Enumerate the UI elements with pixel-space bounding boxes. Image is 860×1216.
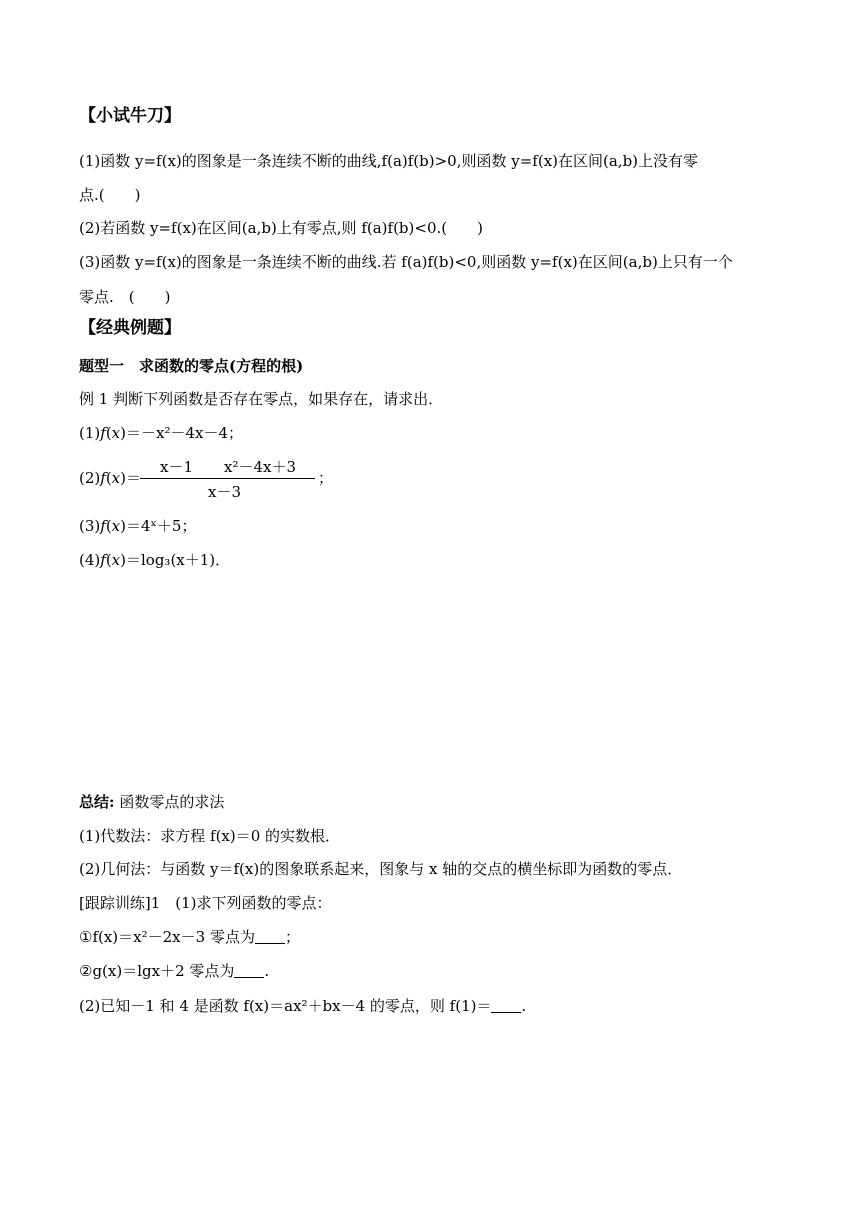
answer-blank-2[interactable] xyxy=(234,963,264,978)
practice-1-text: ①f(x)＝x²－2x－3 零点为 xyxy=(79,928,255,946)
item1-fx: f xyxy=(100,424,106,442)
summary-method-2: (2)几何法：与函数 y＝f(x)的图象联系起来，图象与 x 轴的交点的横坐标即为函数的零点． xyxy=(79,860,683,878)
item4-rest: ＝log₃(x＋1)． xyxy=(126,551,231,569)
practice-title: [跟踪训练]1 (1)求下列函数的零点： xyxy=(79,894,332,912)
example1-item2: (2)f(x)＝ xyxy=(79,469,141,487)
type1-title: 题型一 求函数的零点(方程的根) xyxy=(79,357,304,375)
heading-warmup: 【小试牛刀】 xyxy=(79,106,181,126)
fraction-bar xyxy=(140,478,315,479)
practice-3-end: . xyxy=(521,997,527,1015)
warmup-q1-line1: (1)函数 y=f(x)的图象是一条连续不断的曲线,f(a)f(b)>0,则函数 y=f(x)在区间(a,b)上没有零 xyxy=(79,152,699,170)
summary-title xyxy=(79,792,224,812)
practice-item-3 xyxy=(79,996,526,1016)
item4-prefix: (4) xyxy=(79,551,101,569)
item2-numerator-1: x－1 xyxy=(160,458,194,476)
practice-3-text: (2)已知－1 和 4 是函数 f(x)＝ax²＋bx－4 的零点，则 f(1)＝ xyxy=(79,997,492,1015)
item2-semicolon: ； xyxy=(318,469,334,487)
item1-rest: ＝－x²－4x－4； xyxy=(126,424,244,442)
warmup-q2: (2)若函数 y=f(x)在区间(a,b)上有零点,则 f(a)f(b)<0.( ) xyxy=(79,219,483,237)
example1-item1: (1)f(x)＝－x²－4x－4； xyxy=(79,424,244,442)
practice-item-1 xyxy=(79,927,300,947)
item3-rest: ＝4ˣ＋5； xyxy=(126,517,197,535)
warmup-q1-line2: 点.( ) xyxy=(79,186,141,204)
answer-blank-3[interactable] xyxy=(491,998,521,1013)
practice-2-end: . xyxy=(264,962,270,980)
item2-denominator: x－3 xyxy=(208,483,242,501)
heading-examples: 【经典例题】 xyxy=(79,318,181,338)
item2-numerator-2: x²－4x＋3 xyxy=(224,458,297,476)
answer-blank-1[interactable] xyxy=(255,929,285,944)
item2-prefix: (2) xyxy=(79,469,101,487)
item1-prefix: (1) xyxy=(79,424,101,442)
practice-item-2 xyxy=(79,961,269,981)
practice-1-end: ； xyxy=(284,928,300,946)
warmup-q3-line2: 零点. ( ) xyxy=(79,288,171,306)
summary-label: 总结: xyxy=(79,793,115,811)
practice-2-text: ②g(x)＝lgx＋2 零点为 xyxy=(79,962,235,980)
example1-intro: 例 1 判断下列函数是否存在零点，如果存在，请求出． xyxy=(79,390,444,408)
warmup-q3-line1: (3)函数 y=f(x)的图象是一条连续不断的曲线.若 f(a)f(b)<0,则函数 y=f(x)在区间(a,b)上只有一个 xyxy=(79,253,733,271)
example1-item3: (3)f(x)＝4ˣ＋5； xyxy=(79,517,197,535)
summary-method-1: (1)代数法：求方程 f(x)＝0 的实数根． xyxy=(79,827,341,845)
example1-item4: (4)f(x)＝log₃(x＋1)． xyxy=(79,551,231,569)
item3-prefix: (3) xyxy=(79,517,101,535)
summary-heading: 函数零点的求法 xyxy=(114,793,225,811)
